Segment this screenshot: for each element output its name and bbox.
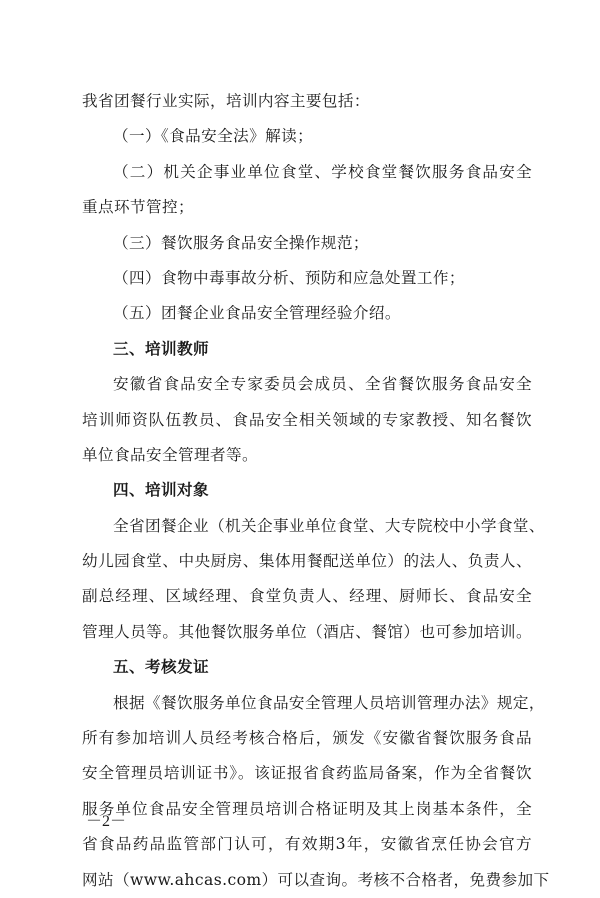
list-item-5: （五）团餐企业食品安全管理经验介绍。: [113, 304, 401, 323]
paragraph-line: 培训师资队伍教员、食品安全相关领域的专家教授、知名餐饮: [82, 410, 532, 429]
text-line: 我省团餐行业实际，培训内容主要包括：: [82, 92, 370, 110]
list-item-2-continued: 重点环节管控；: [82, 198, 194, 217]
paragraph-line: 所有参加培训人员经考核合格后，颁发《安徽省餐饮服务食品: [82, 729, 532, 748]
paragraph-line: 省食品药品监管部门认可，有效期3年，安徽省烹任协会官方: [82, 835, 532, 854]
section-heading-trainees: 四、培训对象: [113, 481, 209, 500]
list-item-4: （四）食物中毒事故分析、预防和应急处置工作；: [113, 268, 465, 287]
document-body: [82, 84, 550, 898]
section-heading-trainers: 三、培训教师: [113, 339, 209, 358]
paragraph-line: 管理人员等。其他餐饮服务单位（酒店、餐馆）也可参加培训。: [82, 622, 532, 641]
paragraph-line: 幼儿园食堂、中央厨房、集体用餐配送单位）的法人、负责人、: [82, 552, 532, 571]
paragraph-line: 副总经理、区域经理、食堂负责人、经理、厨师长、食品安全: [82, 587, 532, 606]
list-item-3: （三）餐饮服务食品安全操作规范；: [113, 233, 369, 252]
section-heading-certification: 五、考核发证: [113, 658, 209, 677]
list-item-1: （一）《食品安全法》解读；: [113, 127, 314, 146]
paragraph-line: 服务单位食品安全管理员培训合格证明及其上岗基本条件，全: [82, 799, 532, 818]
page-number: －2－: [86, 813, 127, 830]
paragraph-line: 安全管理员培训证书》。该证报省食药监局备案，作为全省餐饮: [82, 764, 532, 783]
paragraph-line: 网站（www.ahcas.com）可以查询。考核不合格者，免费参加下: [82, 870, 550, 889]
paragraph-line: 单位食品安全管理者等。: [82, 445, 258, 464]
paragraph-line: 安徽省食品安全专家委员会成员、全省餐饮服务食品安全: [113, 375, 532, 394]
paragraph-line: 全省团餐企业（机关企事业单位食堂、大专院校中小学食堂、: [113, 516, 545, 535]
paragraph-line: 根据《餐饮服务单位食品安全管理人员培训管理办法》规定，: [113, 693, 545, 712]
list-item-2: （二）机关企事业单位食堂、学校食堂餐饮服务食品安全: [113, 162, 532, 181]
